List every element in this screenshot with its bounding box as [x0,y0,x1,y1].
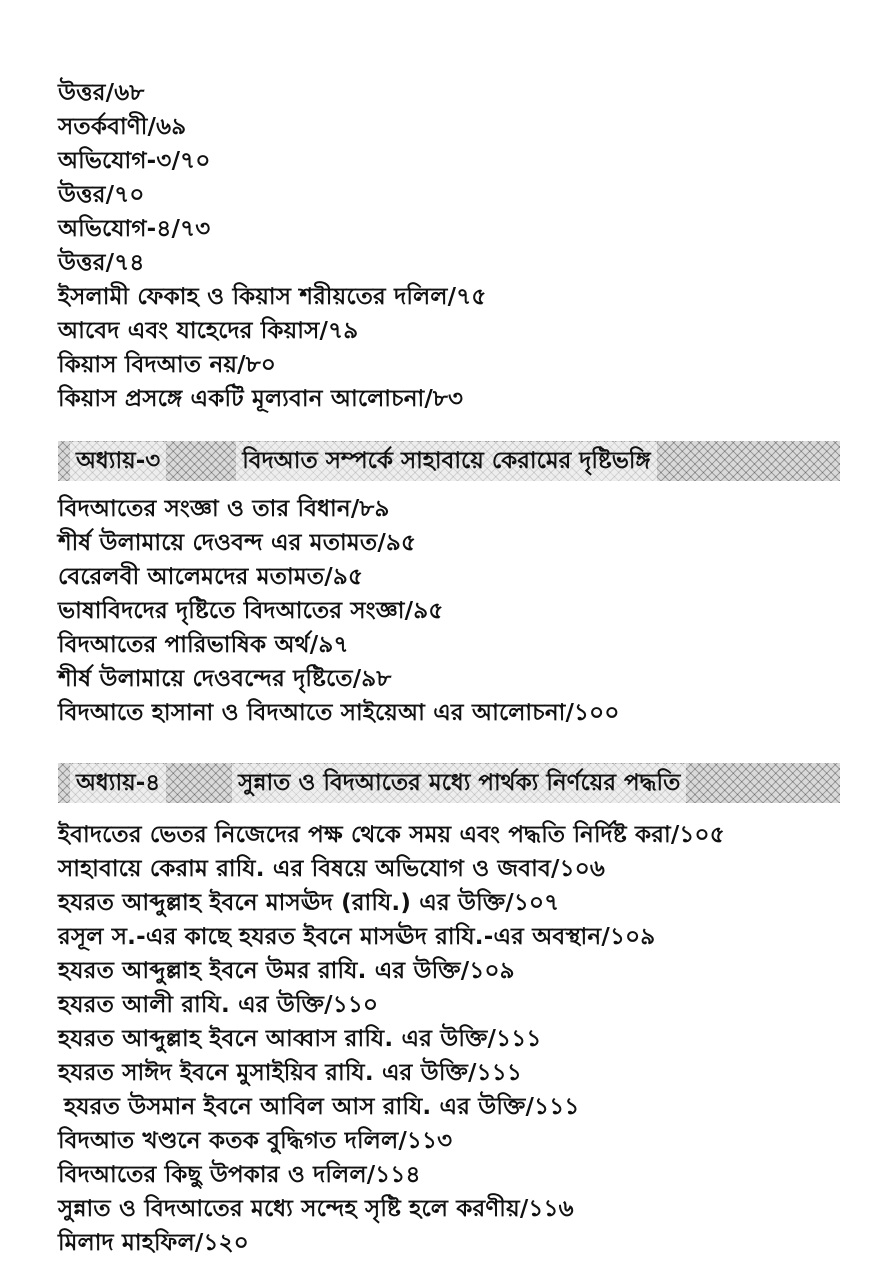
toc-entry: বিদআতের কিছু উপকার ও দলিল/১১৪ [58,1162,421,1188]
chapter-heading-3 [58,441,840,481]
toc-entry: মিলাদ মাহফিল/১২০ [58,1230,249,1256]
chapter-title: বিদআত সম্পর্কে সাহাবায়ে কেরামের দৃষ্টিভঙ্গি [236,442,656,481]
toc-entry: কিয়াস বিদআত নয়/৮০ [58,352,277,378]
toc-entry: হযরত আলী রাযি. এর উক্তি/১১০ [58,992,379,1018]
toc-entry: অভিযোগ-৪/৭৩ [58,216,211,242]
toc-entry: হযরত সাঈদ ইবনে মুসাইয়িব রাযি. এর উক্তি/১১১ [58,1060,522,1086]
chapter-number: অধ্যায়-৪ [70,764,166,803]
chapter-number: অধ্যায়-৩ [70,442,166,481]
toc-entry: অভিযোগ-৩/৭০ [58,148,211,174]
chapter-heading-4 [58,763,840,803]
toc-entry: বিদআতের পারিভাষিক অর্থ/৯৭ [58,632,349,658]
toc-entry: বেরেলবী আলেমদের মতামত/৯৫ [58,564,364,590]
toc-entry: সাহাবায়ে কেরাম রাযি. এর বিষয়ে অভিযোগ ও জবাব/১০৬ [58,856,606,882]
toc-entry: সতর্কবাণী/৬৯ [58,114,187,140]
toc-entry: হযরত উসমান ইবনে আবিল আস রাযি. এর উক্তি/১১১ [64,1094,580,1120]
toc-entry: কিয়াস প্রসঙ্গে একটি মূল্যবান আলোচনা/৮৩ [58,386,464,412]
toc-entry: রসূল স.-এর কাছে হযরত ইবনে মাসঊদ রাযি.-এর অবস্থান/১০৯ [58,924,656,950]
toc-entry: হযরত আব্দুল্লাহ ইবনে মাসঊদ (রাযি.) এর উক্তি/১০৭ [58,890,560,916]
toc-entry: ভাষাবিদদের দৃষ্টিতে বিদআতের সংজ্ঞা/৯৫ [58,598,444,624]
toc-entry: উত্তর/৭৪ [58,250,145,276]
toc-section-2 [58,492,848,730]
toc-entry: আবেদ এবং যাহেদের কিয়াস/৭৯ [58,318,359,344]
toc-entry: বিদআতের সংজ্ঞা ও তার বিধান/৮৯ [58,496,390,522]
toc-entry: বিদআত খণ্ডনে কতক বুদ্ধিগত দলিল/১১৩ [58,1128,453,1154]
chapter-title: সুন্নাত ও বিদআতের মধ্যে পার্থক্য নির্ণয়ের পদ্ধতি [232,764,686,803]
toc-entry: ইসলামী ফেকাহ ও কিয়াস শরীয়তের দলিল/৭৫ [58,284,487,310]
toc-entry: শীর্ষ উলামায়ে দেওবন্দের দৃষ্টিতে/৯৮ [58,666,392,692]
toc-entry: ইবাদতের ভেতর নিজেদের পক্ষ থেকে সময় এবং পদ্ধতি নির্দিষ্ট করা/১০৫ [58,822,725,848]
toc-entry: শীর্ষ উলামায়ে দেওবন্দ এর মতামত/৯৫ [58,530,417,556]
toc-section-1 [58,76,848,416]
toc-entry: হযরত আব্দুল্লাহ ইবনে উমর রাযি. এর উক্তি/১০৯ [58,958,515,984]
toc-entry: উত্তর/৭০ [58,182,145,208]
toc-entry: হযরত আব্দুল্লাহ ইবনে আব্বাস রাযি. এর উক্তি/১১১ [58,1026,542,1052]
toc-section-3 [58,818,848,1260]
toc-entry: সুন্নাত ও বিদআতের মধ্যে সন্দেহ সৃষ্টি হলে করণীয়/১১৬ [58,1196,574,1222]
toc-entry: উত্তর/৬৮ [58,80,145,106]
toc-entry: বিদআতে হাসানা ও বিদআতে সাইয়েআ এর আলোচনা/১০০ [58,700,620,726]
